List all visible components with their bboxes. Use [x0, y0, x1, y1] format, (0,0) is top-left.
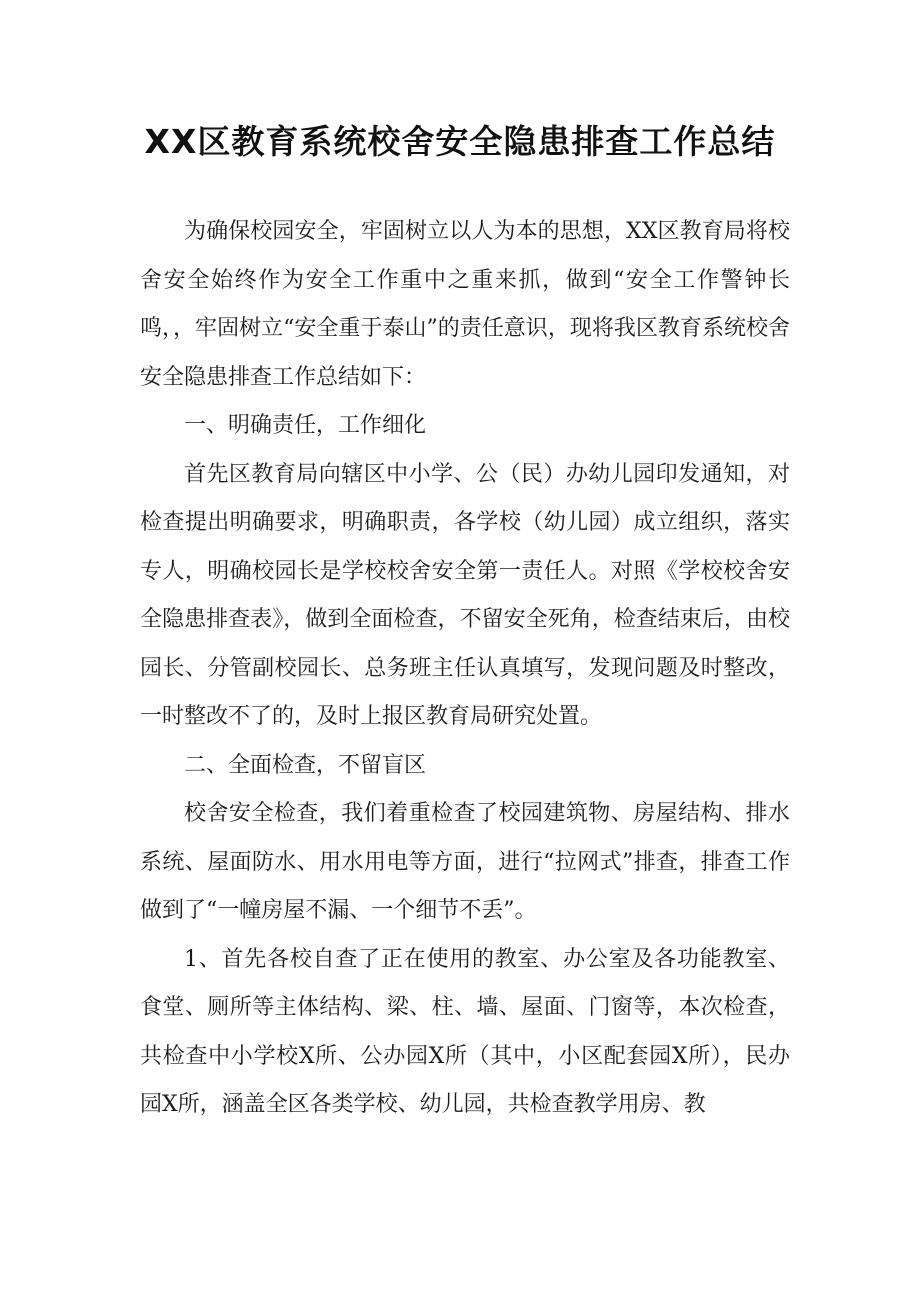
- section-heading-2: 二、全面检查，不留盲区: [184, 752, 427, 778]
- paragraph-intro: 为确保校园安全，牢固树立以人为本的思想，XX区教育局将校舍安全始终作为安全工作重中之重来抓，做到“安全工作警钟长鸣，，牢固树立“安全重于泰山”的责任意识，现将我区教育系统校舍安全隐患排查工作总结如下：: [140, 219, 790, 390]
- document-body: [140, 208, 790, 1130]
- paragraph-section-2: 校舍安全检查，我们着重检查了校园建筑物、房屋结构、排水系统、屋面防水、用水用电等方面，进行“拉网式”排查，排查工作做到了“一幢房屋不漏、一个细节不丢”。: [140, 801, 790, 923]
- paragraph-section-1: 首先区教育局向辖区中小学、公（民）办幼儿园印发通知，对检查提出明确要求，明确职责，各学校（幼儿园）成立组织，落实专人，明确校园长是学校校舍安全第一责任人。对照《学校校舍安全隐患排查表》，做到全面检查，不留安全死角，检查结束后，由校园长、分管副校园长、总务班主任认真填写，发现问题及时整改，一时整改不了的，及时上报区教育局研究处置。: [140, 461, 790, 729]
- section-heading-1: 一、明确责任，工作细化: [184, 413, 427, 438]
- document-title: XX区教育系统校舍安全隐患排查工作总结: [144, 122, 776, 161]
- paragraph-item-1: 1、首先各校自查了正在使用的教室、办公室及各功能教室、食堂、厕所等主体结构、梁、柱、墙、屋面、门窗等，本次检查，共检查中小学校X所、公办园X所（其中，小区配套园X所），民办园X所，涵盖全区各类学校、幼儿园，共检查教学用房、教: [140, 946, 790, 1117]
